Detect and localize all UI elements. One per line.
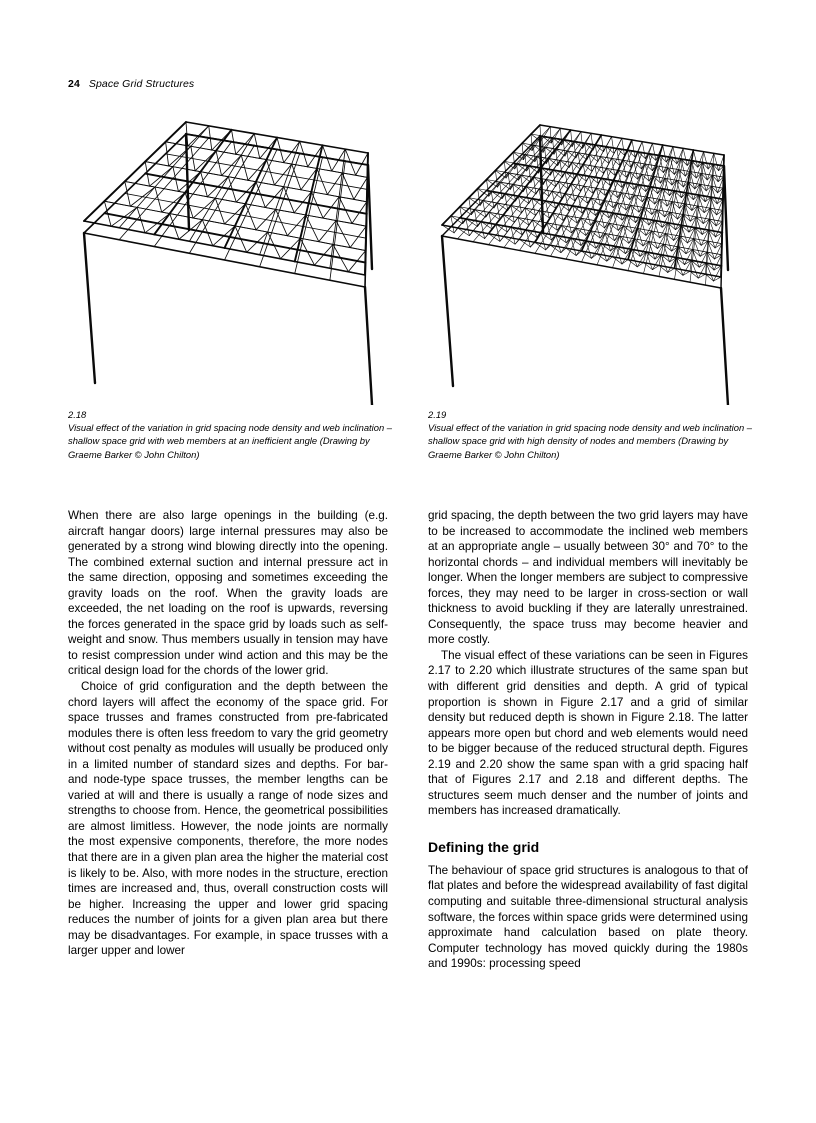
paragraph: The visual effect of these variations can be seen in Figures 2.17 to 2.20 which illustrate structures of the same span but with different grid densities and depth. A grid of typical proportion is shown in Figure 2.17 and a grid of similar density but reduced depth is shown in Figure 2.18. The latter appears more open but chord and web elements would need to be bigger because of the reduced structural depth. Figures 2.19 and 2.20 show the same span with a grid spacing half that of Figures 2.17 and 2.18 and different depths. The structures seem much denser and the number of joints and members has increased dramatically.	[428, 648, 748, 818]
figure-2-19-image	[428, 105, 758, 405]
figure-2-18-caption	[68, 408, 398, 461]
figure-band	[68, 105, 748, 405]
section-heading-defining-the-grid: Defining the grid	[428, 838, 540, 855]
column-right	[428, 508, 748, 972]
figure-2-18-image	[68, 105, 398, 405]
figure-2-19-number: 2.19	[428, 409, 447, 420]
running-head	[68, 78, 194, 90]
page-number: 24	[68, 78, 80, 90]
figure-2-18-caption-text: Visual effect of the variation in grid spacing node density and web inclination – shallow space grid with web members at an inefficient angle (Drawing by Graeme Barker © John Chilton)	[68, 422, 392, 460]
figure-2-19-caption-text: Visual effect of the variation in grid spacing node density and web inclination – shallow space grid with high density of nodes and members (Drawing by Graeme Barker © John Chilton)	[428, 422, 752, 460]
figure-2-18-number: 2.18	[68, 409, 87, 420]
paragraph: When there are also large openings in the building (e.g. aircraft hangar doors) large internal pressures may also be generated by a strong wind blowing directly into the opening. The combined external suction and internal pressure act in the same direction, opposing and sometimes exceeding the gravity loads on the roof. When the gravity loads are exceeded, the net loading on the roof is upwards, reversing the forces generated in the space grid by loads such as self-weight and snow. Thus members usually in tension may have to resist compression under wind action and this may be the critical design load for the chords of the lower grid.	[68, 509, 388, 678]
book-title: Space Grid Structures	[88, 78, 195, 90]
figure-2-19-caption	[428, 408, 758, 461]
column-left	[68, 508, 388, 959]
body-columns	[68, 508, 748, 1048]
paragraph: grid spacing, the depth between the two grid layers may have to be increased to accommodate the inclined web members at an appropriate angle – usually between 30° and 70° to the horizontal chords – and individual members will inevitably be longer. When the longer members are subject to compressive forces, they may need to be larger in cross-section or wall thickness to avoid buckling if they are laterally unrestrained. Consequently, the space truss may become heavier and more costly.	[428, 509, 748, 647]
paragraph: Choice of grid configuration and the depth between the chord layers will affect the economy of the space grid. For space trusses and frames constructed from pre-fabricated modules there is often less freedom to vary the grid geometry without cost penalty as modules will usually be produced only in a limited number of standard sizes and depths. For bar- and node-type space trusses, the member lengths can be varied at will and there is usually a range of node sizes and strengths to choose from. Hence, the geometrical possibilities are almost limitless. However, the node joints are normally the most expensive components, therefore, the more nodes that there are in a given plan area the higher the material cost is likely to be. Also, with more nodes in the structure, erection times are increased and, thus, overall construction costs will be higher. Increasing the upper and lower grid spacing reduces the number of joints for a given plan area but there may be disadvantages. For example, in space trusses with a larger upper and lower	[68, 680, 388, 958]
paragraph: The behaviour of space grid structures is analogous to that of flat plates and before the widespread availability of fast digital computing and suitable three-dimensional structural analysis software, the forces within space grids were determined using approximate hand calculation based on plate theory. Computer technology has moved quickly during the 1980s and 1990s: processing speed	[428, 863, 748, 971]
